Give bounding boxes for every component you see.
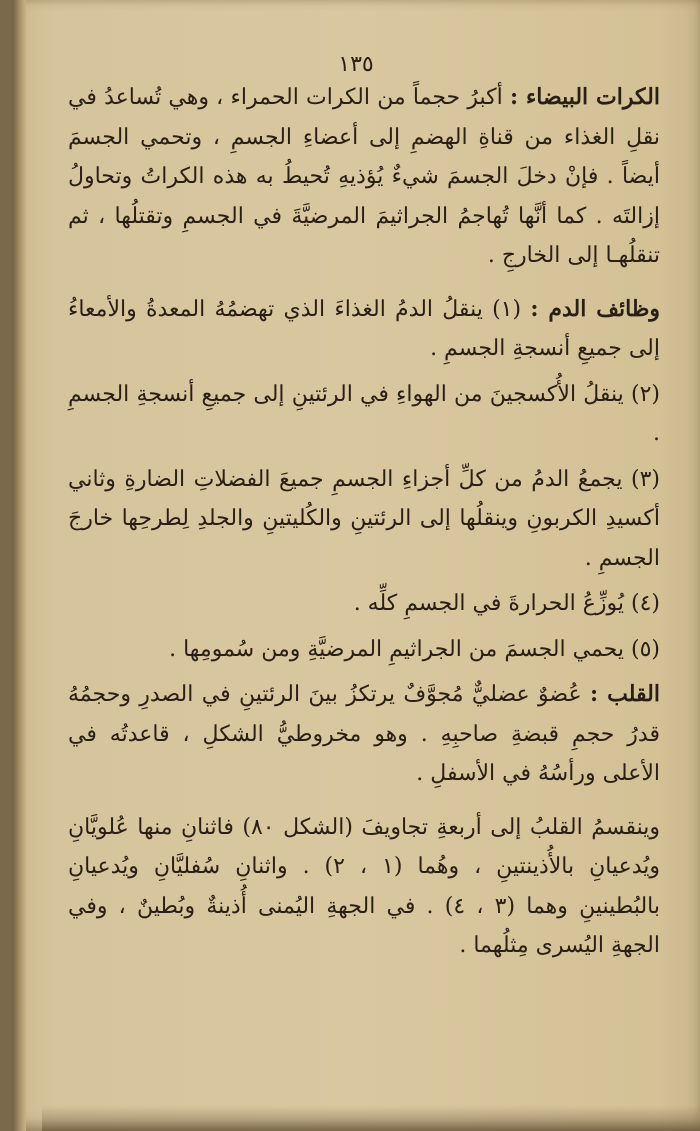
paragraph-text: وينقسمُ القلبُ إلى أربعةِ تجاويفَ (الشكل ٨٠) فاثنانِ منها عُلويَّانِ ويُدعيانِ بالأُذينتينِ ، وهُما (١ ، ٢) . واثنانِ سُفليَّانِ ويُدعيانِ بالبُطينينِ وهما (٣ ، ٤) . في الجهةِ اليُمنى أُذينةٌ وبُطينٌ ، وفي الجهةِ اليُسرى مِثلُهما . (68, 814, 661, 958)
paragraph-heart (68, 675, 660, 794)
book-page (12, 0, 700, 1131)
list-item-function-5 (68, 630, 660, 670)
paragraph-text: (٢) ينقلُ الأُكسجينَ من الهواءِ في الرئتينِ إلى جميعِ أنسجةِ الجسمِ . (68, 381, 660, 446)
page-binding-edge (12, 0, 26, 1131)
page-text (68, 78, 660, 980)
paragraph-text: عُضوٌ عضليٌّ مُجوَّفٌ يرتكزُ بينَ الرئتينِ في الصدرِ وحجمُهُ قدرُ حجمِ قبضةِ صاحبِهِ . وهو مخروطيُّ الشكلِ ، قاعدتُه في الأعلى ورأسُهُ في الأسفلِ . (68, 682, 660, 786)
paragraph-text: (٣) يجمعُ الدمُ من كلِّ أجزاءِ الجسمِ جميعَ الفضلاتِ الضارةِ وثاني أكسيدِ الكربونِ وينقلُها إلى الرئتينِ والكُليتينِ والجلدِ لِطرحِها خارجَ الجسمِ . (68, 466, 660, 571)
paragraph-text: (٥) يحمي الجسمَ من الجراثيمِ المرضيَّةِ ومن سُمومِها . (169, 636, 660, 662)
list-item-function-3 (68, 460, 660, 579)
page-bottom-edge (42, 1105, 700, 1131)
paragraph-blood-functions (68, 290, 660, 369)
paragraph-white-blood-cells (68, 78, 660, 276)
page-number: ١٣٥ (338, 52, 374, 77)
paragraph-text: (١) ينقلُ الدمُ الغذاءَ الذي تهضمُهُ المعدةُ والأمعاءُ إلى جميعِ أنسجةِ الجسمِ . (68, 296, 660, 361)
list-item-function-2 (68, 375, 660, 454)
term-heart: القلب : (590, 681, 660, 707)
paragraph-heart-chambers (68, 808, 660, 966)
term-white-blood-cells: الكرات البيضاء : (509, 84, 660, 110)
paragraph-text: (٤) يُوزِّعُ الحرارةَ في الجسمِ كلِّه . (353, 591, 660, 616)
list-item-function-4 (68, 584, 660, 624)
term-blood-functions: وظائف الدم : (530, 295, 660, 322)
paragraph-text: أكبرُ حجماً من الكرات الحمراء ، وهي تُساعدُ في نقلِ الغذاء من قناةِ الهضمِ إلى أعضاءِ الجسمِ ، وتحمي الجسمَ أيضاً . فإنْ دخلَ الجسمَ شيءٌ يُؤذيهِ تُحيطُ به هذه الكراتُ وتحاولُ إزالتَه . كما أنَّها تُهاجمُ الجراثيمَ المرضيَّةَ في الجسمِ وتقتلُها ، ثم تنقلُهـا إلى الخارجِ . (68, 85, 660, 268)
